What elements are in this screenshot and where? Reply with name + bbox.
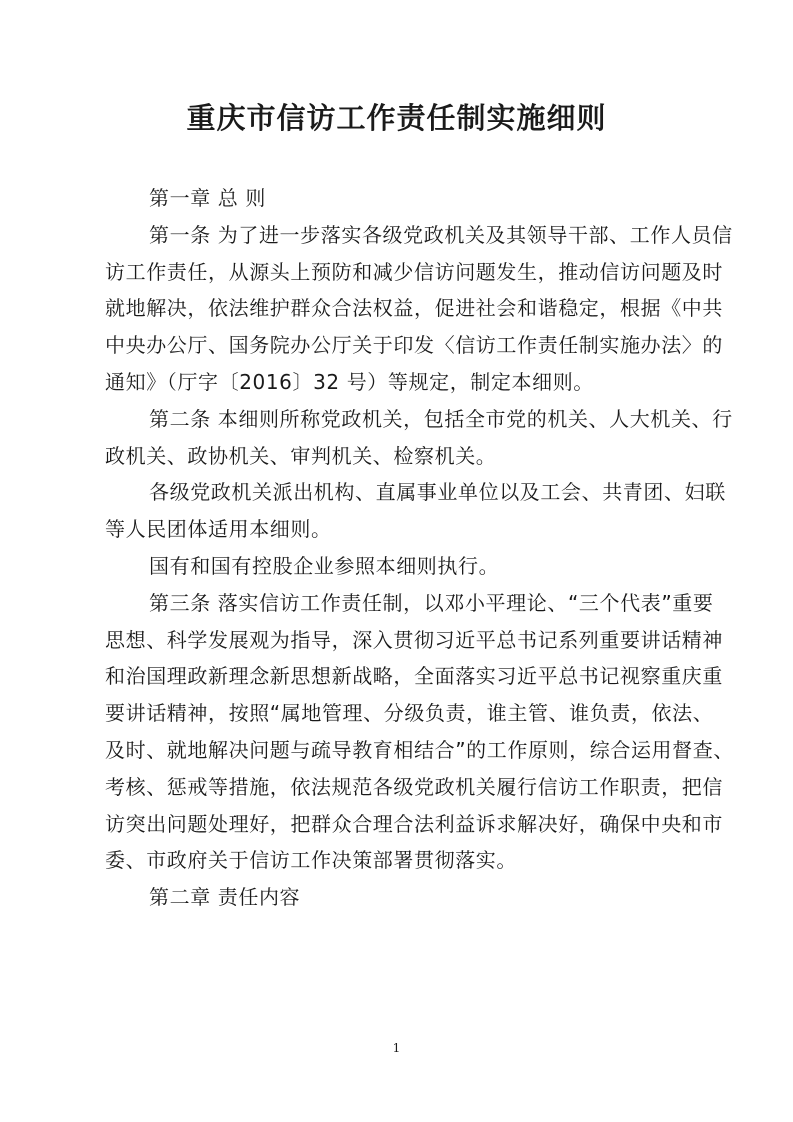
document-body — [105, 180, 734, 916]
article-3-line-1: 第三条 落实信访工作责任制，以邓小平理论、“三个代表”重要 — [149, 590, 714, 615]
article-1-line-3: 就地解决，依法维护群众合法权益，促进社会和谐稳定，根据《中共 — [105, 296, 723, 321]
article-3-line-4: 要讲话精神，按照“属地管理、分级负责，谁主管、谁负责，依法、 — [105, 701, 714, 726]
paragraph-line-1: 各级党政机关派出机构、直属事业单位以及工会、共青团、妇联 — [149, 480, 726, 505]
article-2-line-2: 政机关、政协机关、审判机关、检察机关。 — [105, 443, 497, 468]
page-number: 1 — [392, 1041, 401, 1055]
article-2-line-1: 第二条 本细则所称党政机关，包括全市党的机关、人大机关、行 — [149, 406, 733, 431]
article-1-line-4: 中央办公厅、国务院办公厅关于印发〈信访工作责任制实施办法〉的 — [105, 333, 723, 358]
document-title: 重庆市信访工作责任制实施细则 — [186, 101, 607, 135]
chapter-heading: 第二章 责任内容 — [149, 885, 301, 910]
article-1-line-1: 第一条 为了进一步落实各级党政机关及其领导干部、工作人员信 — [149, 222, 733, 247]
article-1-line-2: 访工作责任，从源头上预防和减少信访问题发生，推动信访问题及时 — [105, 259, 723, 284]
article-3-line-2: 思想、科学发展观为指导，深入贯彻习近平总书记系列重要讲话精神 — [105, 627, 723, 652]
article-3-line-7: 访突出问题处理好，把群众合理合法利益诉求解决好，确保中央和市 — [105, 811, 723, 836]
article-3-line-8: 委、市政府关于信访工作决策部署贯彻落实。 — [105, 848, 517, 873]
article-3-line-5: 及时、就地解决问题与疏导教育相结合”的工作原则，综合运用督查、 — [105, 737, 734, 762]
paragraph-line-3: 国有和国有控股企业参照本细则执行。 — [149, 553, 500, 578]
article-1-line-5: 通知》（厅字〔2016〕32 号）等规定，制定本细则。 — [105, 369, 594, 394]
article-3-line-3: 和治国理政新理念新思想新战略，全面落实习近平总书记视察重庆重 — [105, 664, 723, 689]
paragraph-line-2: 等人民团体适用本细则。 — [105, 517, 332, 542]
chapter-heading: 第一章 总 则 — [149, 186, 266, 210]
article-3-line-6: 考核、惩戒等措施，依法规范各级党政机关履行信访工作职责，把信 — [105, 774, 723, 799]
